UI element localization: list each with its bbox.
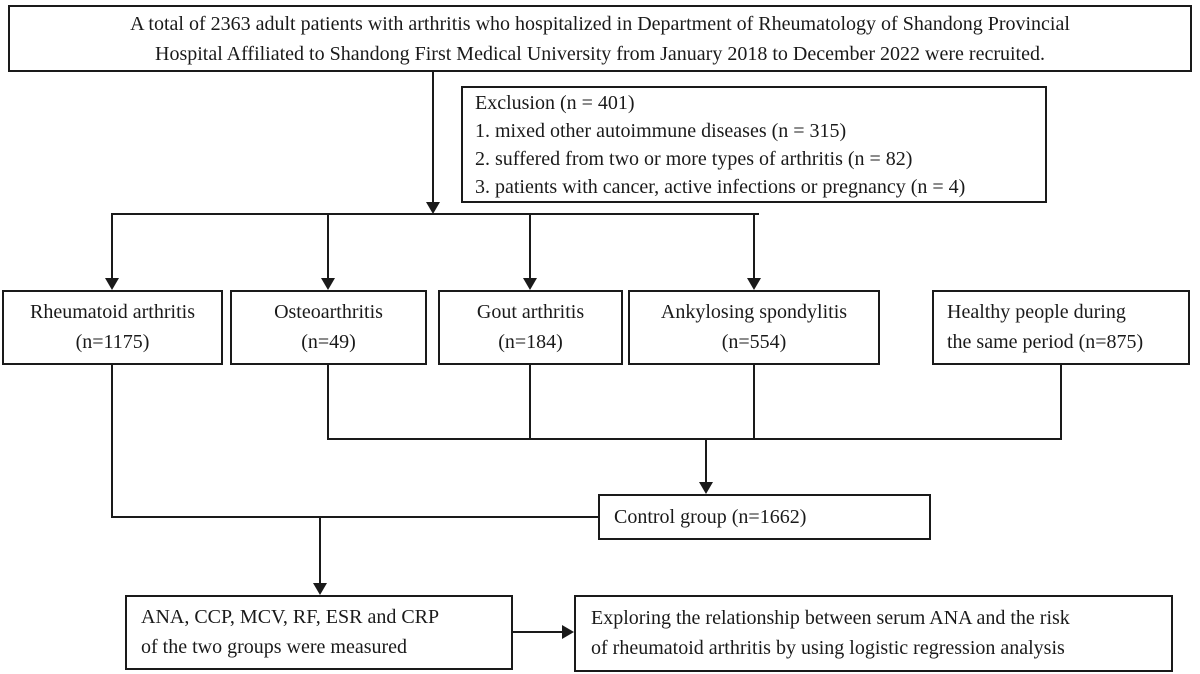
arrowhead-exploring <box>562 625 574 639</box>
measured-line2: of the two groups were measured <box>141 636 408 658</box>
ankylosing-line1: Ankylosing spondylitis <box>660 301 848 323</box>
connector-merge-line <box>327 438 1062 440</box>
measured-line1: ANA, CCP, MCV, RF, ESR and CRP <box>141 606 440 628</box>
healthy-line2: the same period (n=875) <box>947 331 1144 353</box>
exploring-line1: Exploring the relationship between serum ANA and the risk <box>591 607 1070 629</box>
box-ankylosing <box>628 290 880 365</box>
ankylosing-line2: (n=554) <box>721 331 787 353</box>
connector-merge-osteoarthritis <box>327 365 329 440</box>
connector-merge-to-control <box>705 438 707 482</box>
exclusion-item-2: 2. suffered from two or more types of arthritis (n = 82) <box>475 148 913 170</box>
connector-merge-gout <box>529 365 531 440</box>
exclusion-title: Exclusion (n = 401) <box>475 92 635 114</box>
healthy-line1: Healthy people during <box>947 301 1126 323</box>
box-recruited <box>8 5 1192 72</box>
box-control <box>598 494 931 540</box>
connector-merge-healthy <box>1060 365 1062 440</box>
osteoarthritis-line1: Osteoarthritis <box>274 301 383 323</box>
box-gout <box>438 290 623 365</box>
recruited-line2: Hospital Affiliated to Shandong First Medical University from January 2018 to December 2022 were recruited. <box>155 43 1045 65</box>
connector-top-vertical <box>432 72 434 204</box>
box-measured <box>125 595 513 670</box>
rheumatoid-line2: (n=1175) <box>75 331 150 353</box>
connector-drop-gout <box>529 213 531 279</box>
connector-drop-rheumatoid <box>111 213 113 279</box>
arrowhead-gout <box>523 278 537 290</box>
gout-line1: Gout arthritis <box>476 301 585 323</box>
exploring-line2: of rheumatoid arthritis by using logistic regression analysis <box>591 637 1065 659</box>
connector-to-measured <box>319 516 321 583</box>
connector-distribution-line <box>111 213 759 215</box>
arrowhead-control <box>699 482 713 494</box>
box-exclusion <box>461 86 1047 203</box>
arrowhead-ankylosing <box>747 278 761 290</box>
arrowhead-measured <box>313 583 327 595</box>
recruited-line1: A total of 2363 adult patients with arthritis who hospitalized in Department of Rheumatology of Shandong Provincial <box>130 13 1070 35</box>
connector-measured-to-exploring <box>513 631 563 633</box>
arrowhead-rheumatoid <box>105 278 119 290</box>
box-healthy <box>932 290 1190 365</box>
osteoarthritis-line2: (n=49) <box>301 331 356 353</box>
box-osteoarthritis <box>230 290 427 365</box>
box-rheumatoid <box>2 290 223 365</box>
gout-line2: (n=184) <box>498 331 563 353</box>
connector-merge-ankylosing <box>753 365 755 440</box>
rheumatoid-line1: Rheumatoid arthritis <box>30 301 195 323</box>
connector-drop-ankylosing <box>753 213 755 279</box>
arrowhead-osteoarthritis <box>321 278 335 290</box>
exclusion-item-3: 3. patients with cancer, active infections or pregnancy (n = 4) <box>475 176 966 198</box>
connector-drop-osteoarthritis <box>327 213 329 279</box>
connector-rheumatoid-down <box>111 365 113 518</box>
box-exploring <box>574 595 1173 672</box>
connector-rheumatoid-to-control <box>111 516 598 518</box>
exclusion-item-1: 1. mixed other autoimmune diseases (n = 315) <box>475 120 847 142</box>
control-label: Control group (n=1662) <box>614 506 807 528</box>
